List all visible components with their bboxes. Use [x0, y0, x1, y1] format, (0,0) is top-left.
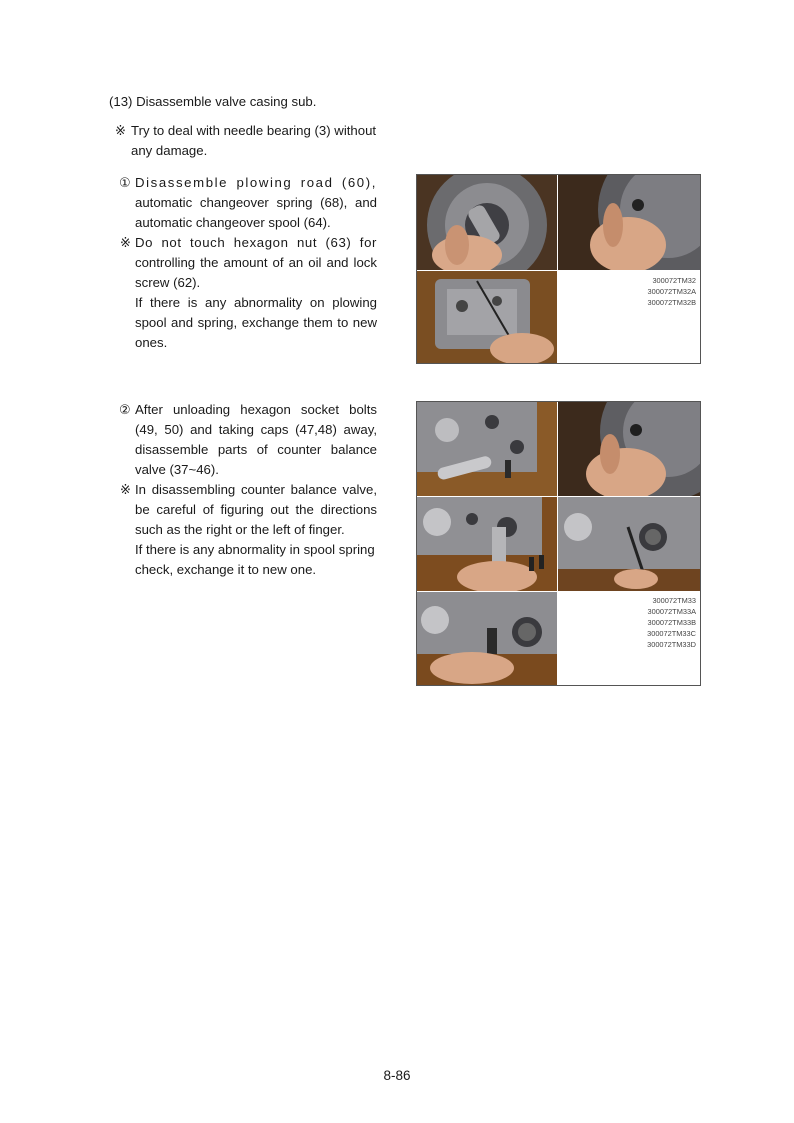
- photo-valve-casing: [417, 271, 557, 363]
- figure-caption: 300072TM33B: [647, 618, 696, 627]
- photo-motor-plate: [417, 175, 557, 270]
- step2-warning-line: be careful of figuring out the directions: [135, 502, 377, 517]
- figure-1: [416, 174, 701, 364]
- photo-valve-parts: [558, 497, 700, 591]
- step1-line: Disassemble plowing road (60),: [135, 175, 377, 190]
- step1-text: [135, 173, 377, 233]
- figure-caption: 300072TM32B: [647, 298, 696, 307]
- note-line: Try to deal with needle bearing (3) without: [131, 123, 377, 138]
- figure-caption: 300072TM33D: [647, 640, 696, 649]
- step1-line: automatic changeover spool (64).: [135, 215, 331, 230]
- step2-warning-text: [135, 480, 377, 580]
- figure-caption: 300072TM33: [652, 596, 696, 605]
- photo-spool-spring-check: [417, 592, 557, 685]
- step2-line: (49, 50) and taking caps (47,48) away,: [135, 422, 377, 437]
- photo-counter-balance-spool: [417, 497, 557, 591]
- photo-spring-removal: [558, 175, 700, 270]
- step2-line: After unloading hexagon socket bolts: [135, 402, 377, 417]
- step2-line: valve (37~46).: [135, 462, 219, 477]
- figure-caption: 300072TM32A: [647, 287, 696, 296]
- figure-caption: 300072TM32: [652, 276, 696, 285]
- step2-text: [135, 400, 377, 480]
- step1-warning-line: If there is any abnormality on plowing: [135, 295, 377, 310]
- step1-mark: ①: [119, 175, 131, 190]
- step1-warning-line: screw (62).: [135, 275, 201, 290]
- note-text: [131, 121, 376, 161]
- step1-warning-line: controlling the amount of an oil and lock: [135, 255, 377, 270]
- photo-unloading-bolts: [417, 402, 557, 496]
- step2-line: disassemble parts of counter balance: [135, 442, 377, 457]
- figure-caption: 300072TM33C: [647, 629, 696, 638]
- photo-caps-removal: [558, 402, 700, 496]
- step1-warning-line: ones.: [135, 335, 168, 350]
- step1-warning-line: Do not touch hexagon nut (63) for: [135, 235, 377, 250]
- page-number: 8-86: [383, 1068, 411, 1083]
- step1-warning-line: spool and spring, exchange them to new: [135, 315, 377, 330]
- figure-2-captions: [647, 595, 696, 650]
- step1-line: automatic changeover spring (68), and: [135, 195, 377, 210]
- figure-caption: 300072TM33A: [647, 607, 696, 616]
- step2-warning-line: such as the right or the left of finger.: [135, 522, 345, 537]
- step2-warning-line: If there is any abnormality in spool spring: [135, 542, 375, 557]
- step2-warning-mark: ※: [120, 482, 131, 497]
- step1-warning-mark: ※: [120, 235, 131, 250]
- section-heading: (13) Disassemble valve casing sub.: [109, 94, 317, 109]
- step1-warning-text: [135, 233, 377, 353]
- step2-mark: ②: [119, 402, 131, 417]
- step2-warning-line: check, exchange it to new one.: [135, 562, 317, 577]
- step2-warning-line: In disassembling counter balance valve,: [135, 482, 377, 497]
- figure-2: [416, 401, 701, 686]
- note-mark: ※: [115, 123, 126, 138]
- note-line: any damage.: [131, 143, 208, 158]
- figure-1-captions: [648, 275, 696, 308]
